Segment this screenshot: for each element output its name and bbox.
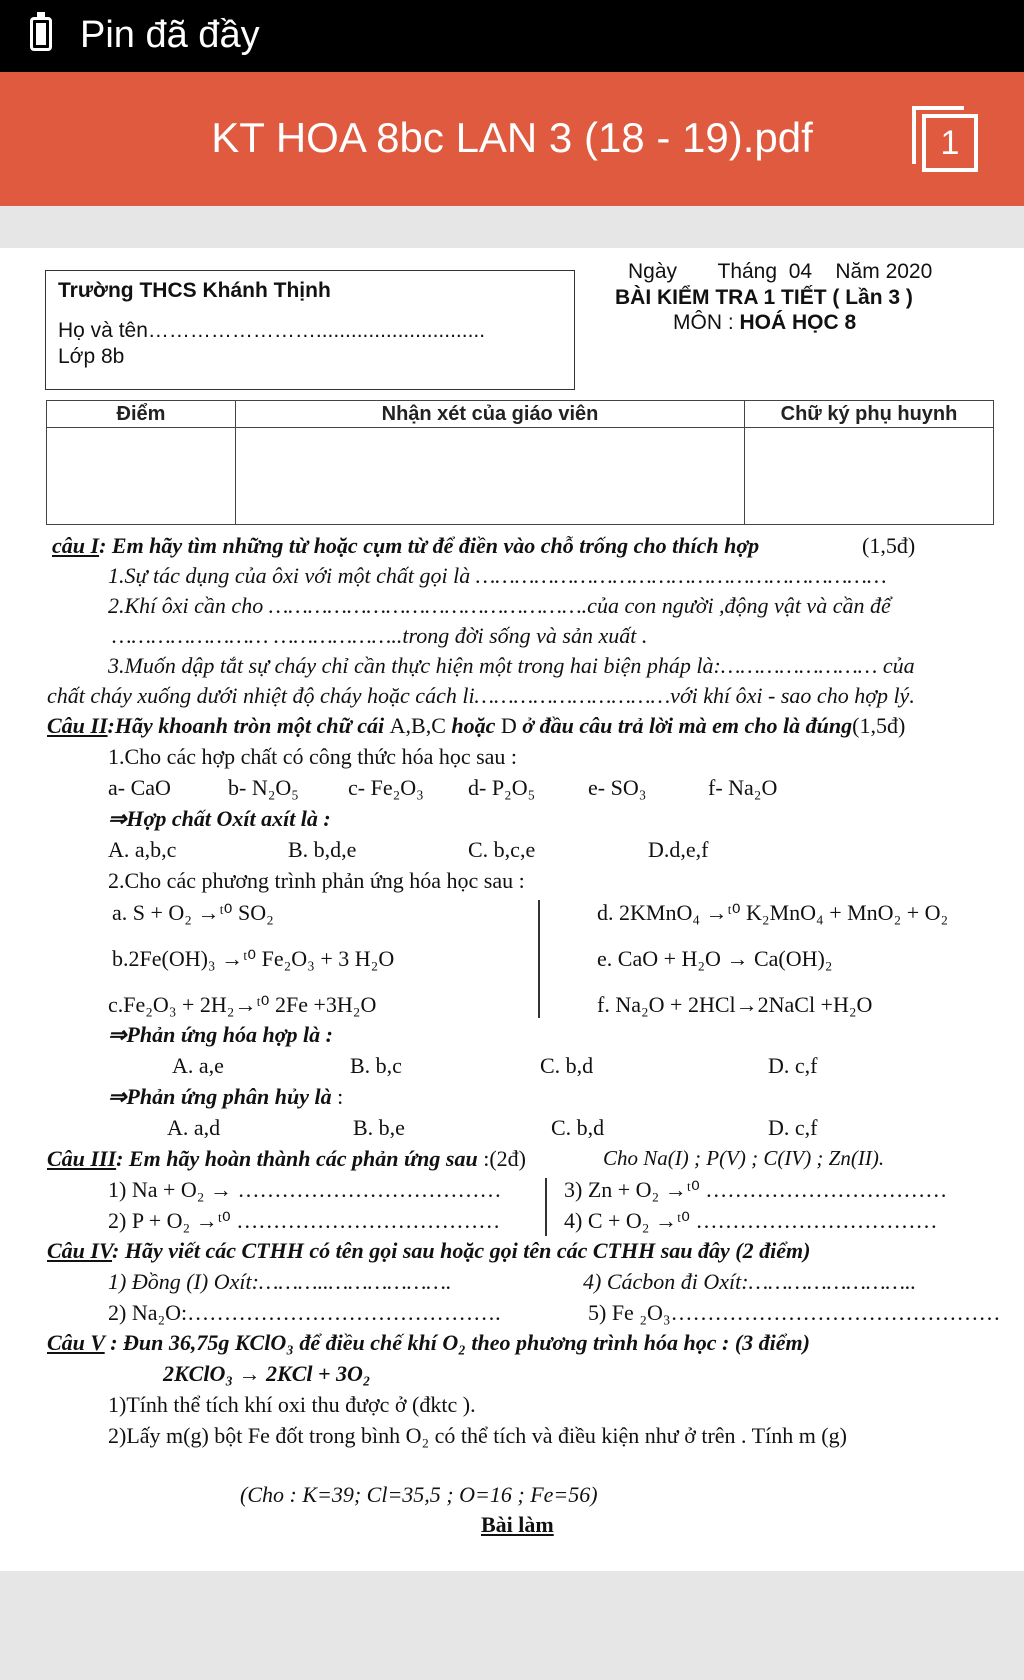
compound-e: e- SO₃ (588, 775, 647, 800)
q5-label: Câu V (47, 1330, 105, 1355)
reaction-c: c.Fe₂O₃ + 2H₂→ᵗ⁰ 2Fe +3H₂O (108, 992, 377, 1017)
compound-c: c- Fe₂O₃ (348, 775, 424, 800)
q3-reaction-3: 3) Zn + O₂ →ᵗ⁰ …………………………… (564, 1177, 948, 1202)
school-name: Trường THCS Khánh Thịnh (58, 279, 331, 302)
grade-col-comment: Nhận xét của giáo viên (236, 401, 745, 428)
q2-heading-text: :Hãy khoanh tròn một chữ cái (107, 713, 390, 738)
comment-cell (236, 428, 745, 525)
q2-points: (1,5đ) (852, 713, 906, 738)
q2-opt2-a: A. a,e (172, 1053, 224, 1078)
q3-points: :(2đ) (483, 1146, 526, 1171)
q3-heading (47, 1146, 526, 1172)
grade-table (46, 400, 994, 525)
q2-heading-letters: A,B,C (389, 713, 446, 738)
q2-heading-mid: hoặc (445, 713, 501, 738)
q2-heading-end: ở đầu câu trả lời mà em cho là đúng (516, 713, 853, 738)
q1-line-5: chất cháy xuống dưới nhiệt độ cháy hoặc cách li…………………………với khí ôxi - sao cho hợp lý. (47, 683, 915, 708)
student-name-line: Họ và tên……………………............................. (58, 319, 486, 342)
q2-opt3-d: D. c,f (768, 1115, 818, 1140)
q2-opt2-c: C. b,d (540, 1053, 594, 1078)
class-line: Lớp 8b (58, 345, 125, 368)
compound-b: b- N₂O₅ (228, 775, 299, 800)
q2-intro-1: 1.Cho các hợp chất có công thức hóa học sau : (108, 744, 518, 769)
pdf-page[interactable] (0, 248, 1024, 1571)
grade-col-signature: Chữ ký phụ huynh (745, 401, 994, 428)
q5-equation: 2KClO₃ → 2KCl + 3O₂ (163, 1361, 371, 1386)
q2-heading-d: D (500, 713, 517, 738)
q5-heading-text: : Đun 36,75g KClO₃ để điều chế khí O₂ theo phương trình hóa học : (3 điểm) (104, 1330, 810, 1355)
q1-line-2: 2.Khí ôxi cần cho ………………………………………….của con người ,động vật và cần để (108, 593, 891, 618)
q2-opt2-d: D. c,f (768, 1053, 818, 1078)
reaction-f: f. Na₂O + 2HCl→2NaCl +H₂O (597, 992, 873, 1017)
q3-divider (545, 1178, 547, 1236)
q2-opt3-c: C. b,d (551, 1115, 605, 1140)
score-cell (47, 428, 236, 525)
q4-item-4: 4) Cácbon đi Oxít:…………………….. (583, 1269, 917, 1294)
q4-item-5: 5) Fe ₂O₃……………………………………… (588, 1300, 1001, 1325)
q1-points: (1,5đ) (862, 533, 916, 558)
q3-reaction-2: 2) P + O₂ →ᵗ⁰ ……………………………… (108, 1208, 501, 1233)
q4-item-1: 1) Đồng (I) Oxít:………..………………. (108, 1269, 452, 1294)
q1-line-4: 3.Muốn dập tắt sự cháy chỉ cần thực hiện một trong hai biện pháp là:…………………… của (108, 653, 915, 678)
q2-heading (47, 713, 905, 739)
q2-opt1-b: B. b,d,e (288, 837, 357, 862)
atomic-masses-note: (Cho : K=39; Cl=35,5 ; O=16 ; Fe=56) (240, 1482, 598, 1507)
q1-heading-text: : Em hãy tìm những từ hoặc cụm từ để điền vào chỗ trống cho thích hợp (99, 533, 760, 558)
q2-ask-1: ⇒Hợp chất Oxít axít là : (108, 806, 331, 831)
viewer-bottom-margin (0, 1571, 1024, 1680)
q4-heading-text: : Hãy viết các CTHH có tên gọi sau hoặc gọi tên các CTHH sau đây (2 điểm) (112, 1238, 811, 1263)
reactions-divider (538, 900, 540, 1018)
q4-heading (47, 1238, 810, 1264)
subject-name: HOÁ HỌC 8 (739, 311, 857, 334)
q4-label: Câu IV (47, 1238, 113, 1263)
status-text: Pin đã đầy (80, 14, 260, 56)
student-info-box (45, 270, 575, 390)
document-title: KT HOA 8bc LAN 3 (18 - 19).pdf (211, 114, 813, 161)
subject-prefix: MÔN : (673, 311, 740, 334)
q3-label: Câu III (47, 1146, 117, 1171)
q3-heading-text: : Em hãy hoàn thành các phản ứng sau (116, 1146, 484, 1171)
reaction-a: a. S + O₂ →ᵗ⁰ SO₂ (112, 900, 274, 925)
compound-f: f- Na₂O (708, 775, 778, 800)
q3-reaction-1: 1) Na + O₂ → ……………………………… (108, 1177, 502, 1202)
reaction-b: b.2Fe(OH)₃ →ᵗ⁰ Fe₂O₃ + 3 H₂O (112, 946, 395, 971)
q2-ask-2: ⇒Phản ứng hóa hợp là : (108, 1022, 333, 1047)
q2-opt1-d: D.d,e,f (648, 837, 709, 862)
grade-col-score: Điểm (47, 401, 236, 428)
compound-a: a- CaO (108, 775, 171, 800)
q1-line-1: 1.Sự tác dụng của ôxi với một chất gọi là ……………………………………………………… (108, 563, 887, 588)
signature-cell (745, 428, 994, 525)
answer-heading: Bài làm (481, 1512, 554, 1537)
q5-heading (47, 1330, 810, 1356)
q2-ask-3-text: ⇒Phản ứng phân hủy là (108, 1084, 338, 1109)
status-bar (0, 0, 1024, 72)
battery-full-icon (30, 17, 52, 51)
subject-line (673, 311, 856, 335)
compound-d: d- P₂O₅ (468, 775, 536, 800)
q5-sub-1: 1)Tính thể tích khí oxi thu được ở (đktc ). (108, 1392, 476, 1417)
q3-note: Cho Na(I) ; P(V) ; C(IV) ; Zn(II). (603, 1146, 885, 1170)
q3-reaction-4: 4) C + O₂ →ᵗ⁰ …………………………… (564, 1208, 938, 1233)
pages-icon[interactable] (912, 106, 978, 172)
app-bar (0, 72, 1024, 206)
q2-opt3-a: A. a,d (167, 1115, 221, 1140)
q5-sub-2: 2)Lấy m(g) bột Fe đốt trong bình O₂ có thể tích và điều kiện như ở trên . Tính m (g) (108, 1423, 847, 1448)
q4-item-2: 2) Na₂O:……………………………………. (108, 1300, 501, 1325)
exam-title: BÀI KIỂM TRA 1 TIẾT ( Lần 3 ) (615, 286, 913, 309)
q2-ask-3-colon: : (337, 1084, 344, 1109)
q2-label: Câu II (47, 713, 108, 738)
q2-opt1-a: A. a,b,c (108, 837, 177, 862)
q2-opt3-b: B. b,e (353, 1115, 405, 1140)
date-line: Ngày Tháng 04 Năm 2020 (628, 260, 933, 283)
q1-label: câu I (52, 533, 100, 558)
viewer-top-margin (0, 206, 1024, 248)
q1-heading (52, 533, 759, 559)
q2-opt1-c: C. b,c,e (468, 837, 536, 862)
page-count: 1 (922, 114, 978, 172)
q1-line-3: …………………… ………………..trong đời sống và sản xuất . (112, 623, 648, 648)
q2-ask-3 (108, 1084, 343, 1110)
reaction-e: e. CaO + H₂O → Ca(OH)₂ (597, 946, 833, 971)
q2-intro-2: 2.Cho các phương trình phản ứng hóa học sau : (108, 868, 525, 893)
q2-opt2-b: B. b,c (350, 1053, 402, 1078)
reaction-d: d. 2KMnO₄ →ᵗ⁰ K₂MnO₄ + MnO₂ + O₂ (597, 900, 949, 925)
